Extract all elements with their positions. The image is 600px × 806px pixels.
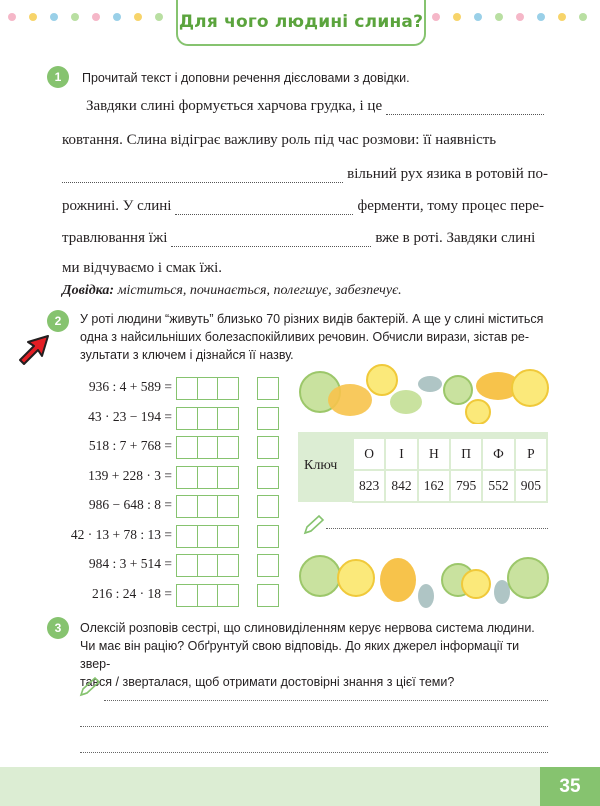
blank-4[interactable]: [171, 234, 371, 247]
expression: 518 : 7 + 768 =: [88, 438, 172, 453]
letter-box[interactable]: [257, 495, 279, 518]
decor-dot: [155, 13, 163, 21]
answer-cells: [176, 466, 238, 489]
digit-cell[interactable]: [176, 525, 198, 548]
key-grid: [352, 437, 548, 503]
task-3-number: 3: [47, 617, 69, 639]
task-2-number: 2: [47, 310, 69, 332]
answer-cells: [176, 495, 238, 518]
answer-line-task-3[interactable]: [80, 726, 548, 727]
letter-box[interactable]: [257, 436, 279, 459]
decor-dot: [92, 13, 100, 21]
hint-label: Довідка:: [62, 283, 115, 298]
answer-cells: [176, 584, 238, 607]
task-3-text: [80, 619, 550, 691]
answer-cells: [176, 436, 238, 459]
decor-dot: [453, 13, 461, 21]
decor-dot: [579, 13, 587, 21]
digit-cell[interactable]: [197, 554, 219, 577]
letter-box[interactable]: [257, 407, 279, 430]
letter-box[interactable]: [257, 466, 279, 489]
task-1-line-6: ми відчуваємо і смак їжі.: [62, 260, 223, 276]
letter-box[interactable]: [257, 584, 279, 607]
decor-dot: [558, 13, 566, 21]
pencil-icon: [302, 514, 326, 536]
digit-cell[interactable]: [197, 377, 219, 400]
pencil-icon: [78, 676, 102, 698]
key-letter: Ф: [482, 438, 514, 470]
decor-dot: [432, 13, 440, 21]
lemon-decoration: [298, 362, 550, 424]
letter-box[interactable]: [257, 554, 279, 577]
task-1-line-2: ковтання. Слина відіграє важливу роль під час розмови: її наявність: [62, 132, 497, 148]
expression: 139 + 228 · 3 =: [88, 467, 172, 483]
key-letter: Р: [515, 438, 547, 470]
hint-words: міститься, починається, полегшує, забезпечує.: [117, 283, 402, 298]
task-1-instruction: Прочитай текст і доповни речення дієсловами з довідки.: [82, 71, 410, 85]
expression: 984 : 3 + 514 =: [88, 556, 172, 571]
task-2-text-line: У роті людини “живуть” близько 70 різних видів бактерій. А ще у слині міститься: [80, 312, 544, 326]
key-value: 842: [385, 470, 417, 502]
digit-cell[interactable]: [217, 495, 239, 518]
digit-cell[interactable]: [176, 584, 198, 607]
answer-line-task-3[interactable]: [104, 700, 548, 701]
digit-cell[interactable]: [217, 377, 239, 400]
letter-box[interactable]: [257, 377, 279, 400]
task-1-line-5: травлювання їжі вже в роті. Завдяки слині: [62, 230, 536, 246]
key-letter: Н: [418, 438, 450, 470]
digit-cell[interactable]: [217, 407, 239, 430]
decor-dot: [537, 13, 545, 21]
digit-cell[interactable]: [197, 525, 219, 548]
answer-cells: [176, 407, 238, 430]
decor-dot: [8, 13, 16, 21]
digit-cell[interactable]: [176, 466, 198, 489]
task-2-text-line: одна з найсильніших болезаспокійливих речовин. Обчисли вирази, зістав ре-: [80, 330, 530, 344]
answer-line-task-2[interactable]: [326, 528, 548, 529]
answer-line-task-3[interactable]: [80, 752, 548, 753]
expression: 42 · 13 + 78 : 13 =: [70, 526, 172, 542]
task-2-text: [80, 310, 550, 364]
digit-cell[interactable]: [217, 466, 239, 489]
lemon-decoration: [298, 548, 550, 610]
digit-cell[interactable]: [217, 584, 239, 607]
task-1-line-1: Завдяки слині формується харчова грудка, і це: [86, 98, 548, 115]
decor-dot: [474, 13, 482, 21]
decor-dot: [134, 13, 142, 21]
digit-cell[interactable]: [217, 525, 239, 548]
key-letter: І: [385, 438, 417, 470]
page-number: 35: [540, 767, 600, 806]
task-3-text-line: Чи має він рацію? Обґрунтуй свою відповідь. До яких джерел інформації ти звер-: [80, 639, 520, 671]
decor-dot: [516, 13, 524, 21]
digit-cell[interactable]: [217, 554, 239, 577]
task-1-line-4: рожнині. У слині ферменти, тому процес пере-: [62, 198, 545, 214]
footer-band: [0, 767, 600, 806]
blank-1[interactable]: [386, 102, 544, 115]
digit-cell[interactable]: [197, 495, 219, 518]
answer-cells: [176, 525, 238, 548]
digit-cell[interactable]: [176, 407, 198, 430]
key-letter: П: [450, 438, 482, 470]
digit-cell[interactable]: [176, 554, 198, 577]
expression: 936 : 4 + 589 =: [88, 379, 172, 394]
decor-dot: [113, 13, 121, 21]
task-1-line-3: вільний рух язика в ротовій по-: [62, 166, 548, 183]
key-letter: О: [353, 438, 385, 470]
task-1-number: 1: [47, 66, 69, 88]
task-3-text-line: тався / зверталася, щоб отримати достовірні знання з цієї теми?: [80, 675, 455, 689]
digit-cell[interactable]: [176, 436, 198, 459]
digit-cell[interactable]: [176, 495, 198, 518]
expression: 216 : 24 · 18 =: [92, 585, 172, 601]
key-label: Ключ: [304, 458, 338, 473]
answer-cells: [176, 554, 238, 577]
blank-3[interactable]: [175, 202, 353, 215]
key-value: 905: [515, 470, 547, 502]
digit-cell[interactable]: [217, 436, 239, 459]
task-3-text-line: Олексій розповів сестрі, що слиновиділенням керує нервова система людини.: [80, 621, 535, 635]
letter-box[interactable]: [257, 525, 279, 548]
key-table: [298, 432, 548, 502]
expression: 986 − 648 : 8 =: [88, 497, 172, 512]
digit-cell[interactable]: [197, 407, 219, 430]
top-dots-right: [432, 13, 600, 25]
key-value: 552: [482, 470, 514, 502]
digit-cell[interactable]: [197, 466, 219, 489]
page-title: Для чого людині слина?: [176, 0, 426, 46]
key-value: 795: [450, 470, 482, 502]
key-value: 823: [353, 470, 385, 502]
task-1-hint: [62, 283, 402, 299]
digit-cell[interactable]: [197, 584, 219, 607]
arrow-icon: [14, 330, 54, 368]
digit-cell[interactable]: [197, 436, 219, 459]
blank-2[interactable]: [62, 170, 343, 183]
decor-dot: [495, 13, 503, 21]
answer-cells: [176, 377, 238, 400]
decor-dot: [71, 13, 79, 21]
decor-dot: [50, 13, 58, 21]
digit-cell[interactable]: [176, 377, 198, 400]
decor-dot: [29, 13, 37, 21]
task-2-text-line: зультати з ключем і дізнайся її назву.: [80, 348, 294, 362]
key-value: 162: [418, 470, 450, 502]
expression: 43 · 23 − 194 =: [88, 408, 172, 424]
